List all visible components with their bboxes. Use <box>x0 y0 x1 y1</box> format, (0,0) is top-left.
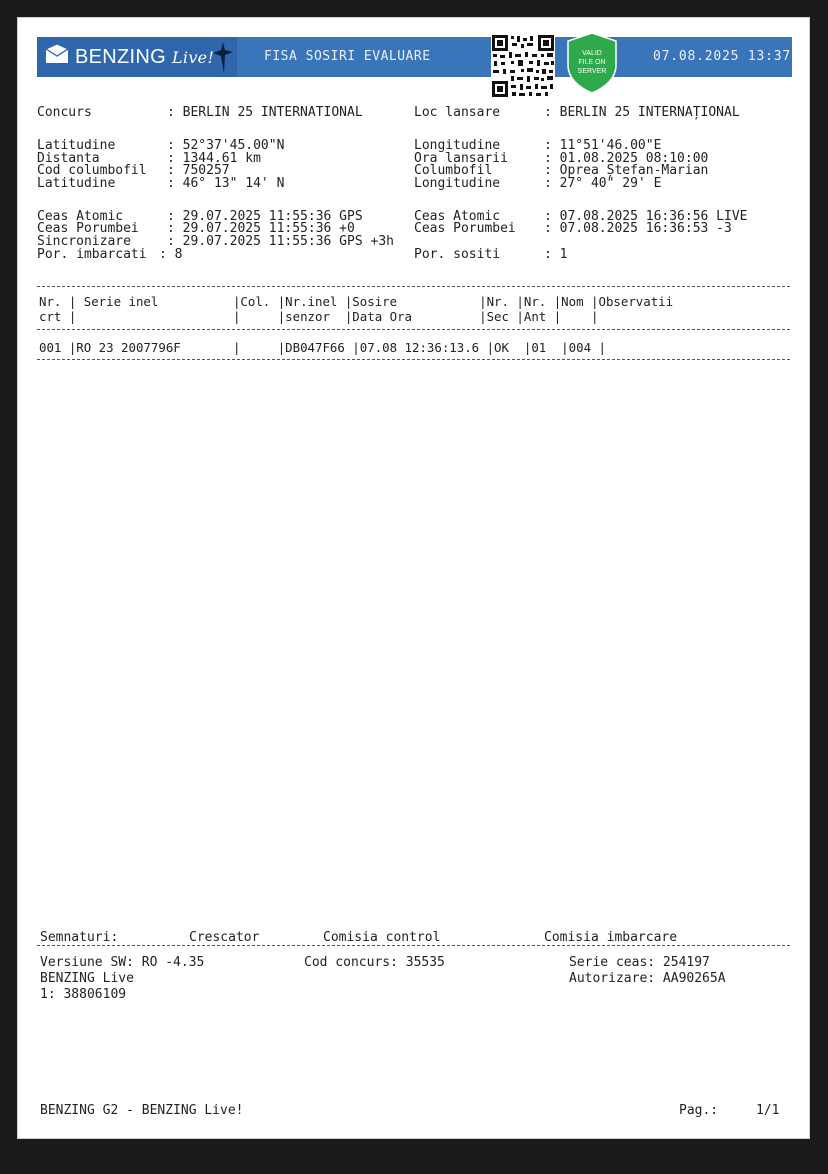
table-row: 001 |RO 23 2007796F | |DB047F66 |07.08 12:36:13.6 |OK |01 |004 | <box>39 340 606 355</box>
por2-label: Ceas Porumbei <box>414 221 516 236</box>
lat1-value: : 52°37'45.00"N <box>167 138 285 153</box>
brand-block <box>37 37 237 77</box>
lat2-value: : 46° 13" 14' N <box>167 176 285 191</box>
pigeon-icon <box>212 40 234 76</box>
sos-label: Por. sositi <box>414 247 501 262</box>
brand-name: BENZING Live! <box>75 46 215 68</box>
lon1-label: Longitudine <box>414 138 501 153</box>
page-number-value: 1/1 <box>756 1103 780 1118</box>
header-bar <box>37 37 792 77</box>
badge-line-2: FILE ON <box>578 59 606 66</box>
header-datetime: 07.08.2025 13:37 <box>653 49 792 64</box>
qr-code-icon <box>491 34 555 98</box>
serie-ceas: Serie ceas: 254197 <box>569 955 710 970</box>
ceas1-label: Ceas Atomic <box>37 209 124 224</box>
page-number-label: Pag.: <box>679 1103 719 1118</box>
cod-concurs: Cod concurs: 35535 <box>304 955 445 970</box>
crescator-label: Crescator <box>189 930 260 945</box>
loc-label: Loc lansare <box>414 105 501 120</box>
table-top-rule <box>37 286 790 287</box>
badge-line-1: VALID <box>582 50 602 57</box>
autorizare: Autorizare: AA90265A <box>569 971 726 986</box>
comisia-imbarcare-label: Comisia imbarcare <box>544 930 678 945</box>
badge-line-3: SERVER <box>577 68 607 75</box>
cod-value: : 750257 <box>167 163 230 178</box>
id-line: 1: 38806109 <box>40 987 127 1002</box>
table-bottom-rule <box>37 359 790 360</box>
imb-value: : 8 <box>159 247 183 262</box>
table-header-line-2: crt | | |senzor |Data Ora |Sec |Ant | | <box>39 309 599 324</box>
concurs-label: Concurs <box>37 105 92 120</box>
dist-label: Distanta <box>37 151 100 166</box>
ora-value: : 01.08.2025 08:10:00 <box>544 151 709 166</box>
lat2-label: Latitudine <box>37 176 116 191</box>
col-label: Columbofil <box>414 163 493 178</box>
brand-live: Live! <box>172 48 215 67</box>
por1-value: : 29.07.2025 11:55:36 +0 <box>167 221 355 236</box>
table-header-rule <box>37 329 790 330</box>
loc-value: : BERLIN 25 INTERNAȚIONAL <box>544 105 740 120</box>
por1-label: Ceas Porumbei <box>37 221 139 236</box>
page-footer-left: BENZING G2 - BENZING Live! <box>40 1103 244 1118</box>
lon2-label: Longitudine <box>414 176 501 191</box>
ora-label: Ora lansarii <box>414 151 508 166</box>
envelope-icon <box>45 44 69 64</box>
versiune-sw: Versiune SW: RO -4.35 <box>40 955 205 970</box>
table-header-line-1: Nr. | Serie inel |Col. |Nr.inel |Sosire |Nr. |Nr. |Nom |Observatii <box>39 294 674 309</box>
valid-shield-icon <box>564 31 620 95</box>
comisia-control-label: Comisia control <box>323 930 441 945</box>
sos-value: : 1 <box>544 247 568 262</box>
benzing-live-text: BENZING Live <box>40 971 134 986</box>
sinc-label: Sincronizare <box>37 234 131 249</box>
document-page <box>17 17 810 1139</box>
signature-rule <box>37 945 790 946</box>
dist-value: : 1344.61 km <box>167 151 261 166</box>
ceas2-value: : 07.08.2025 16:36:56 LIVE <box>544 209 748 224</box>
cod-label: Cod columbofil <box>37 163 147 178</box>
ceas2-label: Ceas Atomic <box>414 209 501 224</box>
lon2-value: : 27° 40" 29' E <box>544 176 662 191</box>
document-title: FISA SOSIRI EVALUARE <box>264 49 431 64</box>
concurs-value: : BERLIN 25 INTERNATIONAL <box>167 105 363 120</box>
lat1-label: Latitudine <box>37 138 116 153</box>
lon1-value: : 11°51'46.00"E <box>544 138 662 153</box>
por2-value: : 07.08.2025 16:36:53 -3 <box>544 221 732 236</box>
ceas1-value: : 29.07.2025 11:55:36 GPS <box>167 209 363 224</box>
sinc-value: : 29.07.2025 11:55:36 GPS +3h <box>167 234 394 249</box>
col-value: : Oprea Ștefan-Marian <box>544 163 709 178</box>
semnaturi-label: Semnaturi: <box>40 930 119 945</box>
imb-label: Por. imbarcati <box>37 247 147 262</box>
